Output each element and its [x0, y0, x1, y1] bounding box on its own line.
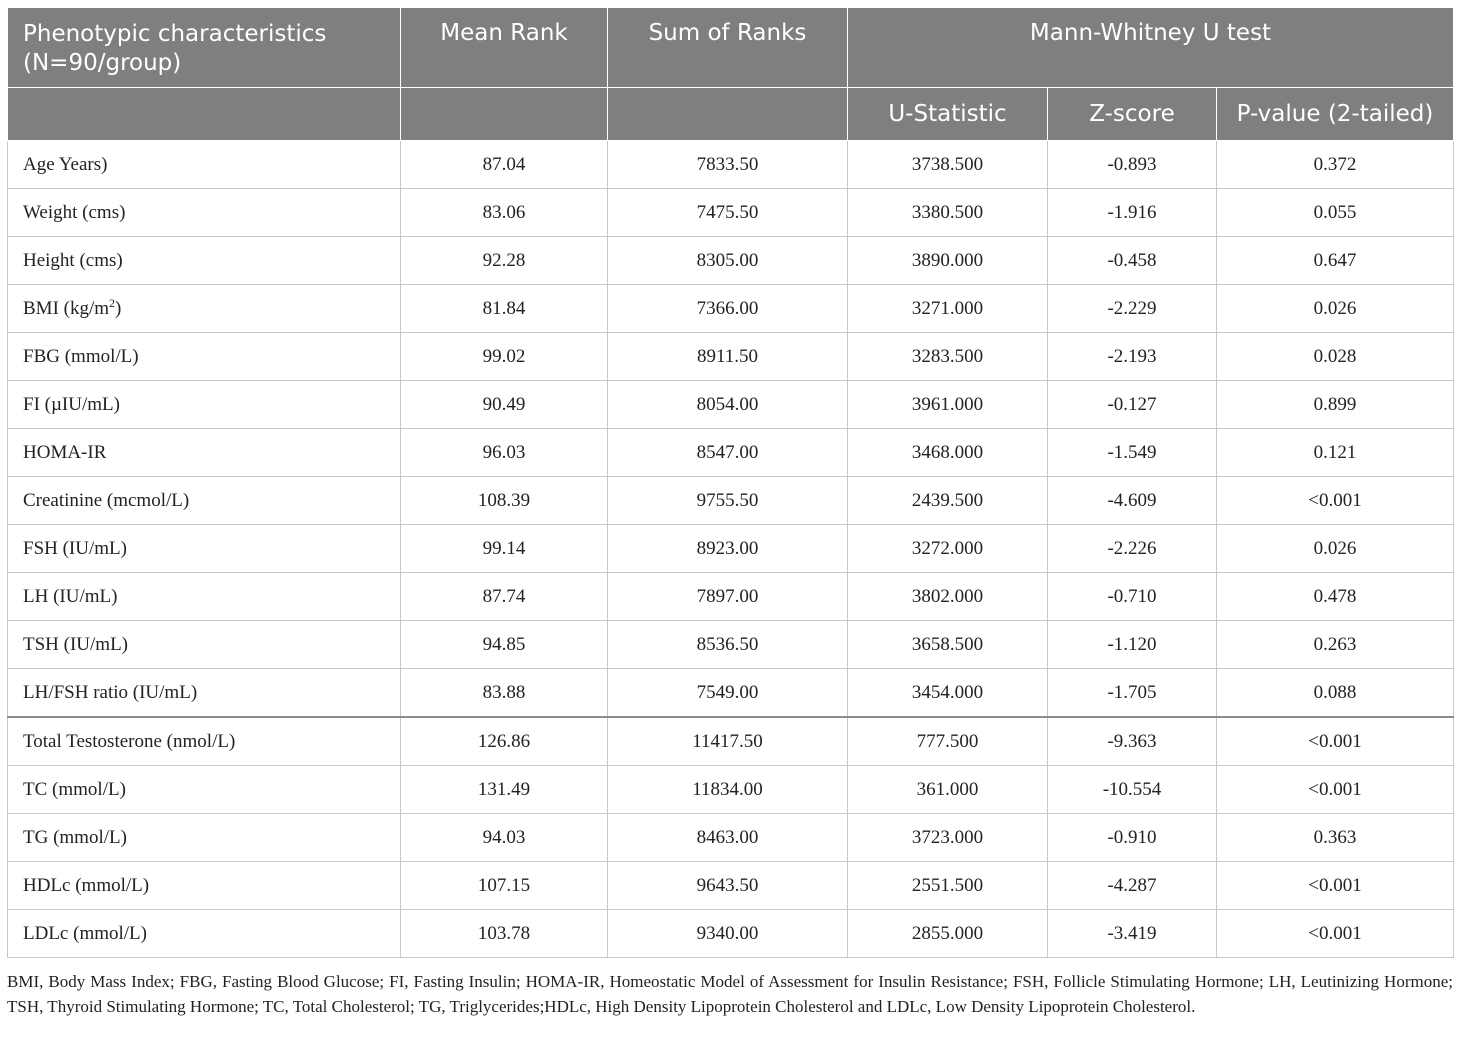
cell-mean-rank: 90.49	[401, 381, 608, 429]
table-row	[8, 814, 1454, 862]
row-label-text: Weight (cms)	[23, 201, 126, 223]
cell-p-value: <0.001	[1217, 766, 1454, 814]
cell-mean-rank: 87.74	[401, 573, 608, 621]
cell-p-value: 0.478	[1217, 573, 1454, 621]
header-z-score: Z-score	[1048, 88, 1217, 141]
table-row	[8, 141, 1454, 189]
cell-u-statistic: 2439.500	[848, 477, 1048, 525]
table-body	[8, 141, 1454, 958]
header-col0-line1: Phenotypic characteristics	[23, 21, 327, 47]
cell-u-statistic: 3890.000	[848, 237, 1048, 285]
row-label-text: Age Years)	[23, 153, 108, 175]
cell-z-score: -4.287	[1048, 862, 1217, 910]
cell-u-statistic: 361.000	[848, 766, 1048, 814]
table-row	[8, 381, 1454, 429]
cell-p-value: 0.028	[1217, 333, 1454, 381]
row-label-text: TG (mmol/L)	[23, 826, 127, 848]
row-label-text: FSH (IU/mL)	[23, 537, 127, 559]
cell-mean-rank: 126.86	[401, 717, 608, 766]
cell-sum-of-ranks: 8305.00	[608, 237, 848, 285]
cell-sum-of-ranks: 7897.00	[608, 573, 848, 621]
cell-p-value: 0.088	[1217, 669, 1454, 718]
cell-mean-rank: 99.02	[401, 333, 608, 381]
cell-sum-of-ranks: 8911.50	[608, 333, 848, 381]
header-p-value: P-value (2-tailed)	[1217, 88, 1454, 141]
row-label-text: BMI (kg/m	[23, 297, 110, 319]
row-label-superscript: 2	[109, 295, 116, 310]
cell-p-value: <0.001	[1217, 862, 1454, 910]
cell-u-statistic: 3658.500	[848, 621, 1048, 669]
cell-z-score: -2.193	[1048, 333, 1217, 381]
cell-mean-rank: 83.88	[401, 669, 608, 718]
cell-sum-of-ranks: 11417.50	[608, 717, 848, 766]
cell-p-value: 0.263	[1217, 621, 1454, 669]
cell-sum-of-ranks: 8923.00	[608, 525, 848, 573]
cell-mean-rank: 87.04	[401, 141, 608, 189]
row-label	[8, 573, 401, 621]
row-label	[8, 669, 401, 718]
cell-u-statistic: 3961.000	[848, 381, 1048, 429]
cell-u-statistic: 3454.000	[848, 669, 1048, 718]
row-label-text: TSH (IU/mL)	[23, 633, 129, 655]
row-label-text: LH/FSH ratio (IU/mL)	[23, 681, 198, 703]
cell-mean-rank: 94.85	[401, 621, 608, 669]
table-row	[8, 237, 1454, 285]
table-row	[8, 477, 1454, 525]
table-row	[8, 285, 1454, 333]
cell-z-score: -1.916	[1048, 189, 1217, 237]
cell-p-value: 0.899	[1217, 381, 1454, 429]
cell-u-statistic: 2855.000	[848, 910, 1048, 958]
header-empty-2	[401, 88, 608, 141]
table-row	[8, 333, 1454, 381]
row-label-text: FBG (mmol/L)	[23, 345, 139, 367]
cell-p-value: <0.001	[1217, 717, 1454, 766]
table-row	[8, 429, 1454, 477]
row-label	[8, 189, 401, 237]
row-label	[8, 285, 401, 333]
row-label	[8, 333, 401, 381]
header-empty-1	[8, 88, 401, 141]
cell-z-score: -0.458	[1048, 237, 1217, 285]
row-label	[8, 237, 401, 285]
cell-z-score: -0.893	[1048, 141, 1217, 189]
cell-z-score: -10.554	[1048, 766, 1217, 814]
cell-sum-of-ranks: 7366.00	[608, 285, 848, 333]
row-label-text: Creatinine (mcmol/L)	[23, 489, 190, 511]
cell-p-value: 0.055	[1217, 189, 1454, 237]
cell-z-score: -0.127	[1048, 381, 1217, 429]
cell-mean-rank: 94.03	[401, 814, 608, 862]
cell-u-statistic: 3380.500	[848, 189, 1048, 237]
cell-u-statistic: 3271.000	[848, 285, 1048, 333]
cell-mean-rank: 81.84	[401, 285, 608, 333]
cell-sum-of-ranks: 9755.50	[608, 477, 848, 525]
cell-p-value: 0.647	[1217, 237, 1454, 285]
row-label-text: LDLc (mmol/L)	[23, 922, 147, 944]
header-empty-3	[608, 88, 848, 141]
cell-u-statistic: 2551.500	[848, 862, 1048, 910]
cell-p-value: 0.363	[1217, 814, 1454, 862]
cell-z-score: -0.910	[1048, 814, 1217, 862]
row-label	[8, 429, 401, 477]
cell-mean-rank: 99.14	[401, 525, 608, 573]
table-row	[8, 717, 1454, 766]
table-row	[8, 669, 1454, 718]
cell-z-score: -2.226	[1048, 525, 1217, 573]
cell-p-value: 0.121	[1217, 429, 1454, 477]
cell-z-score: -1.549	[1048, 429, 1217, 477]
row-label-suffix: )	[115, 297, 122, 319]
header-mean-rank: Mean Rank	[401, 8, 608, 88]
table-row	[8, 621, 1454, 669]
cell-z-score: -9.363	[1048, 717, 1217, 766]
row-label	[8, 910, 401, 958]
header-sum-of-ranks: Sum of Ranks	[608, 8, 848, 88]
row-label-text: HOMA-IR	[23, 441, 107, 463]
cell-sum-of-ranks: 8547.00	[608, 429, 848, 477]
row-label	[8, 766, 401, 814]
cell-mean-rank: 92.28	[401, 237, 608, 285]
results-table	[7, 7, 1454, 958]
row-label-text: HDLc (mmol/L)	[23, 874, 150, 896]
row-label	[8, 717, 401, 766]
cell-u-statistic: 3723.000	[848, 814, 1048, 862]
cell-sum-of-ranks: 8536.50	[608, 621, 848, 669]
table-row	[8, 862, 1454, 910]
table-row	[8, 525, 1454, 573]
cell-mean-rank: 107.15	[401, 862, 608, 910]
cell-z-score: -2.229	[1048, 285, 1217, 333]
cell-sum-of-ranks: 7549.00	[608, 669, 848, 718]
cell-mean-rank: 108.39	[401, 477, 608, 525]
cell-sum-of-ranks: 7475.50	[608, 189, 848, 237]
row-label	[8, 141, 401, 189]
cell-mean-rank: 131.49	[401, 766, 608, 814]
table-row	[8, 189, 1454, 237]
cell-z-score: -0.710	[1048, 573, 1217, 621]
cell-mean-rank: 96.03	[401, 429, 608, 477]
header-u-statistic: U-Statistic	[848, 88, 1048, 141]
cell-mean-rank: 83.06	[401, 189, 608, 237]
row-label-text: Total Testosterone (nmol/L)	[23, 730, 236, 752]
cell-sum-of-ranks: 7833.50	[608, 141, 848, 189]
cell-sum-of-ranks: 8054.00	[608, 381, 848, 429]
cell-z-score: -4.609	[1048, 477, 1217, 525]
cell-u-statistic: 777.500	[848, 717, 1048, 766]
header-mann-whitney: Mann-Whitney U test	[848, 8, 1454, 88]
table-footnote: BMI, Body Mass Index; FBG, Fasting Blood Glucose; FI, Fasting Insulin; HOMA-IR, Homeostatic Model of Assessment for Insulin Resistance; FSH, Follicle Stimulating Hormone; LH, Leutinizing Hormone; TSH, Thyroid Stimulating Hormone; TC, Total Cholesterol; TG, Triglycerides;HDLc, High Density Lipoprotein Cholesterol and LDLc, Low Density Lipoprotein Cholesterol.	[7, 972, 1453, 1016]
table-row	[8, 766, 1454, 814]
cell-p-value: 0.026	[1217, 285, 1454, 333]
cell-u-statistic: 3802.000	[848, 573, 1048, 621]
cell-z-score: -1.120	[1048, 621, 1217, 669]
header-col0-line2: (N=90/group)	[23, 50, 182, 76]
cell-p-value: <0.001	[1217, 477, 1454, 525]
cell-z-score: -3.419	[1048, 910, 1217, 958]
row-label	[8, 814, 401, 862]
row-label-text: FI (µIU/mL)	[23, 393, 120, 415]
table-header	[8, 8, 1454, 141]
table-row	[8, 573, 1454, 621]
table-row	[8, 910, 1454, 958]
cell-u-statistic: 3283.500	[848, 333, 1048, 381]
cell-sum-of-ranks: 8463.00	[608, 814, 848, 862]
row-label-text: LH (IU/mL)	[23, 585, 118, 607]
row-label	[8, 381, 401, 429]
cell-u-statistic: 3468.000	[848, 429, 1048, 477]
row-label	[8, 862, 401, 910]
cell-u-statistic: 3272.000	[848, 525, 1048, 573]
cell-sum-of-ranks: 11834.00	[608, 766, 848, 814]
row-label	[8, 477, 401, 525]
cell-p-value: 0.372	[1217, 141, 1454, 189]
cell-p-value: <0.001	[1217, 910, 1454, 958]
cell-z-score: -1.705	[1048, 669, 1217, 718]
cell-sum-of-ranks: 9643.50	[608, 862, 848, 910]
row-label-text: TC (mmol/L)	[23, 778, 126, 800]
cell-mean-rank: 103.78	[401, 910, 608, 958]
cell-sum-of-ranks: 9340.00	[608, 910, 848, 958]
row-label	[8, 621, 401, 669]
header-phenotypic-characteristics	[8, 8, 401, 88]
cell-u-statistic: 3738.500	[848, 141, 1048, 189]
results-table-container	[7, 7, 1453, 958]
cell-p-value: 0.026	[1217, 525, 1454, 573]
row-label-text: Height (cms)	[23, 249, 123, 271]
row-label	[8, 525, 401, 573]
